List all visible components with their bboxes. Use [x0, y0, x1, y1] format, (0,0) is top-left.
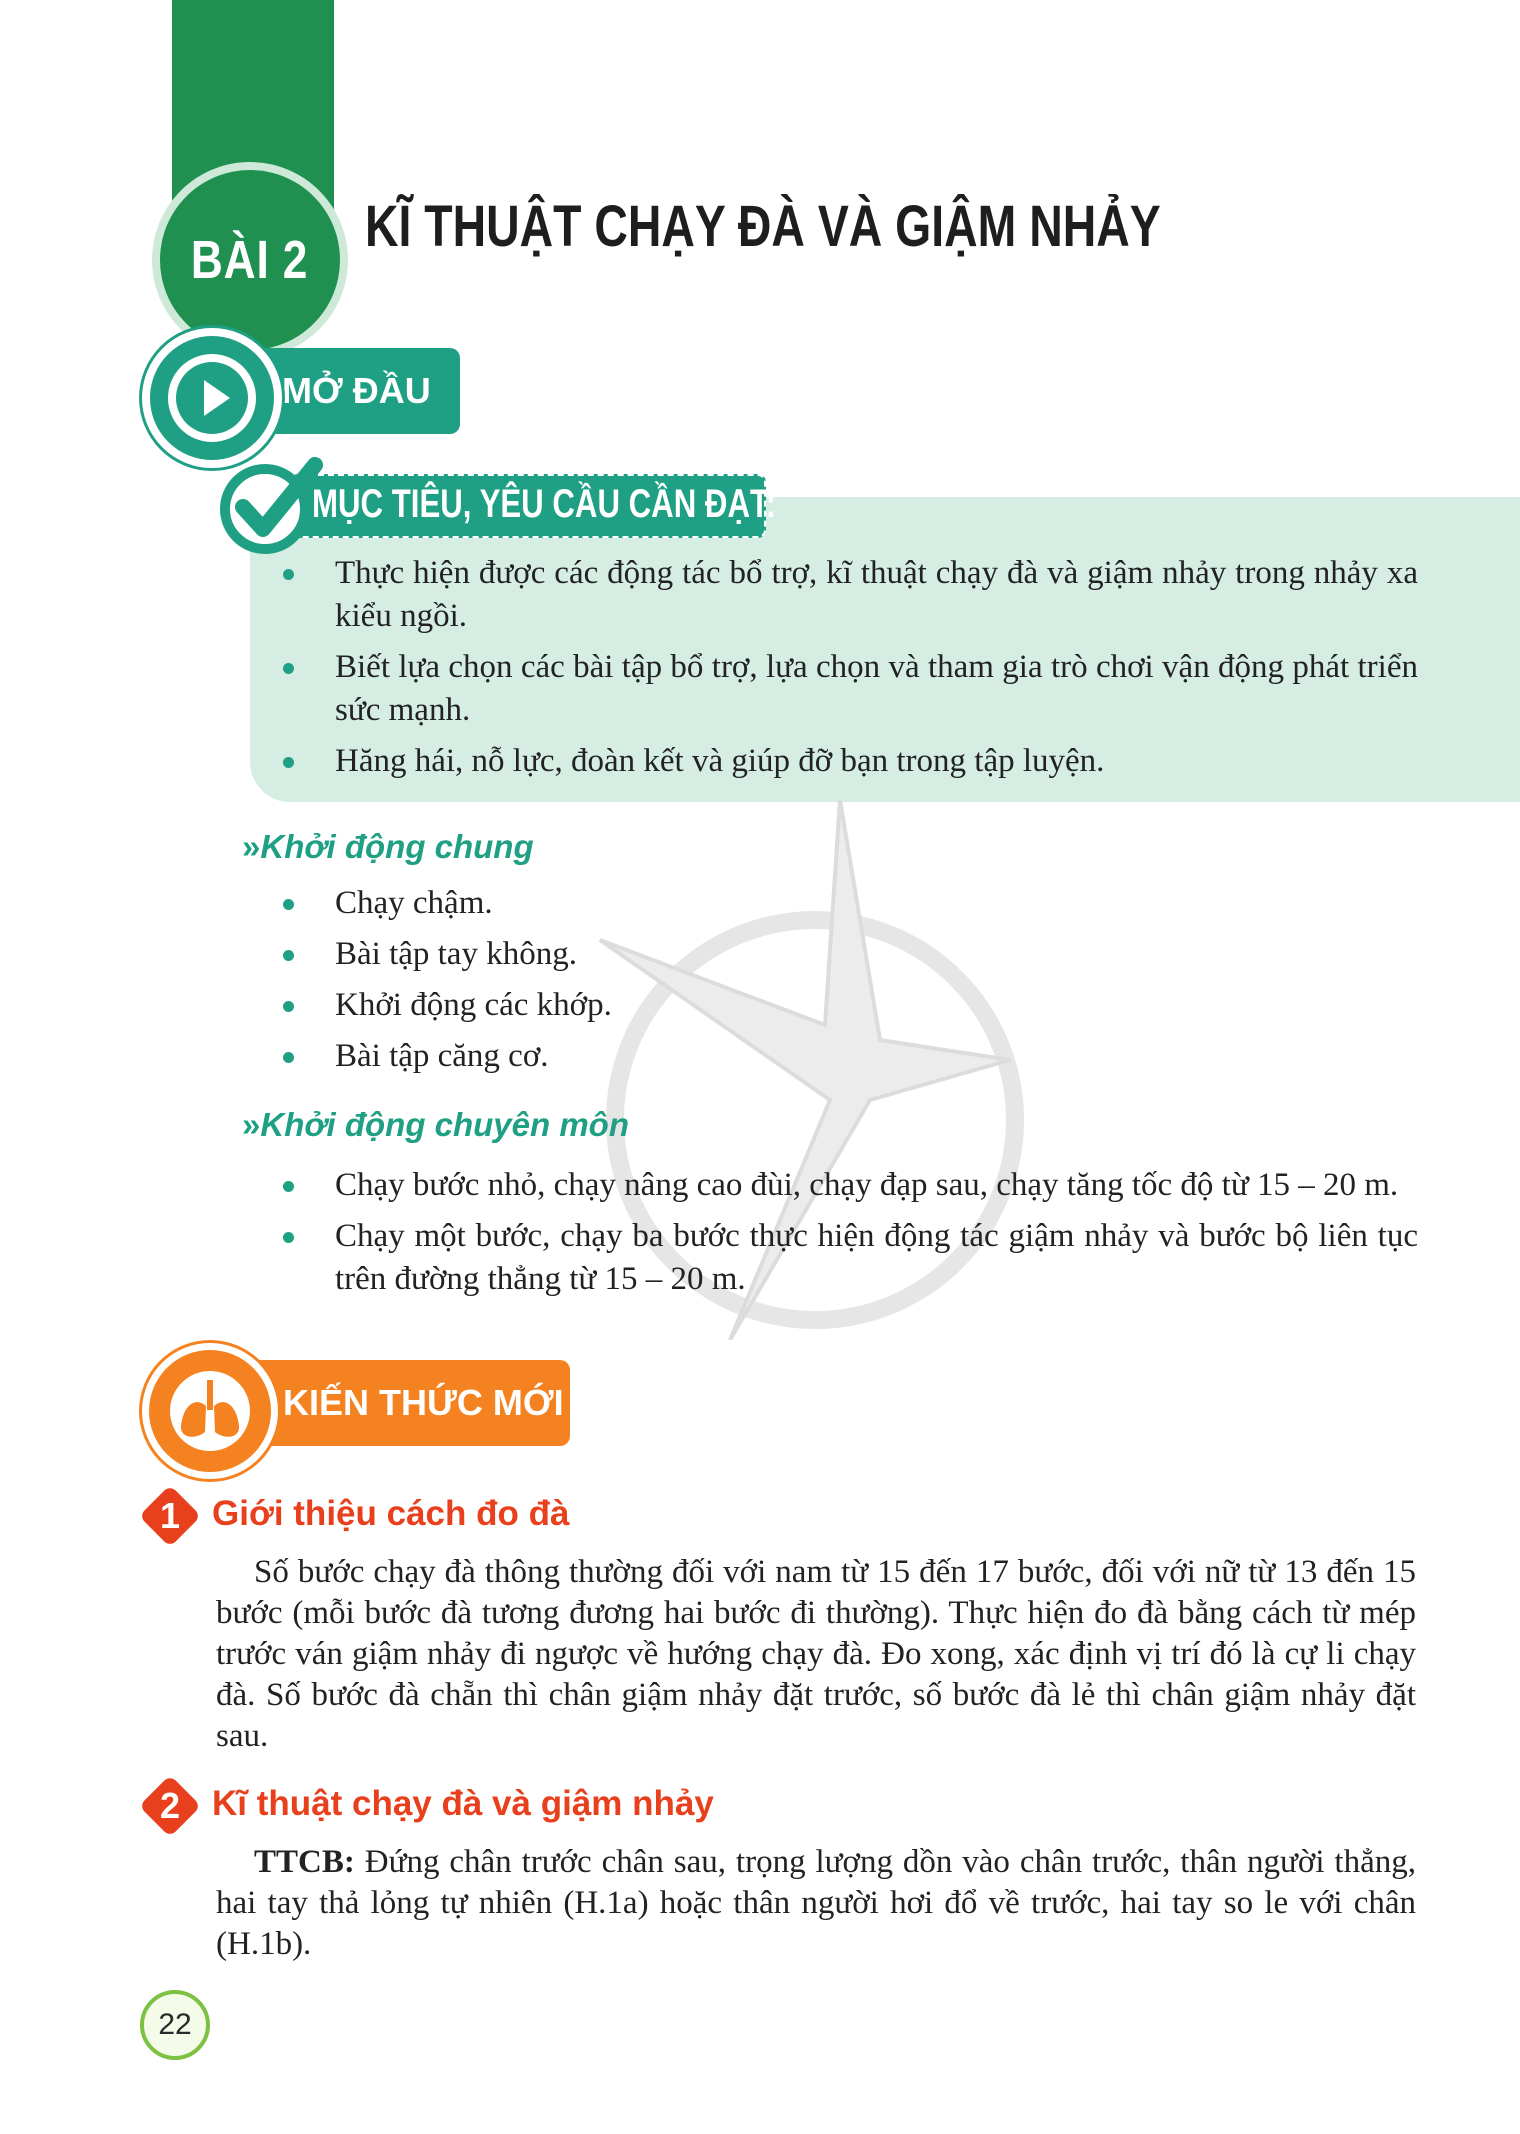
goal-item: Thực hiện được các động tác bổ trợ, kĩ thuật chạy đà và giậm nhảy trong nhảy xa kiểu ngồi.: [283, 552, 1418, 638]
lesson-number-badge: [160, 170, 340, 350]
warmup-general-heading: »Khởi động chung: [242, 828, 534, 865]
list-item: Bài tập căng cơ.: [283, 1035, 1418, 1078]
warmup-special-list: [283, 1164, 1418, 1309]
section-2-paragraph: [216, 1842, 1416, 1965]
double-chevron-icon: »: [242, 828, 261, 865]
lesson-title: KĨ THUẬT CHẠY ĐÀ VÀ GIẬM NHẢY: [365, 194, 1161, 259]
section-2-title: Kĩ thuật chạy đà và giậm nhảy: [212, 1784, 714, 1823]
section-2-lead: TTCB:: [254, 1844, 355, 1880]
intro-icon-circle: [142, 328, 282, 468]
section-1-title: Giới thiệu cách đo đà: [212, 1494, 570, 1533]
lesson-number: BÀI 2: [191, 230, 309, 290]
goal-item: Biết lựa chọn các bài tập bổ trợ, lựa chọn và tham gia trò chơi vận động phát triển sức mạnh.: [283, 646, 1418, 732]
intro-label: MỞ ĐẦU: [282, 370, 431, 411]
warmup-special-heading: »Khởi động chuyên môn: [242, 1106, 629, 1143]
goals-label: MỤC TIÊU, YÊU CẦU CẦN ĐẠT:: [312, 482, 776, 526]
section-1-paragraph: Số bước chạy đà thông thường đối với nam từ 15 đến 17 bước, đối với nữ từ 13 đến 15 bước (mỗi bước đà tương đương hai bước đi thường). Thực hiện đo đà bằng cách từ mép trước ván giậm nhảy đi ngược về hướng chạy đà. Đo xong, xác định vị trí đó là cự li chạy đà. Số bước đà chẵn thì chân giậm nhảy đặt trước, số bước đà lẻ thì chân giậm nhảy đặt sau.: [216, 1554, 1416, 1754]
play-icon: [168, 354, 256, 442]
double-chevron-icon: »: [242, 1106, 261, 1143]
list-item: Bài tập tay không.: [283, 933, 1418, 976]
warmup-general-list: [283, 882, 1418, 1086]
section-2-badge: 2: [144, 1780, 196, 1832]
lungs-icon: [165, 1366, 255, 1456]
list-item: Chạy bước nhỏ, chạy nâng cao đùi, chạy đạp sau, chạy tăng tốc độ từ 15 – 20 m.: [283, 1164, 1418, 1207]
page-number: 22: [140, 1990, 210, 2060]
section-2-text: Đứng chân trước chân sau, trọng lượng dồn vào chân trước, thân người thẳng, hai tay thả lỏng tự nhiên (H.1a) hoặc thân người hơi đổ về trước, hai tay so le với chân (H.1b).: [216, 1844, 1416, 1962]
new-knowledge-icon-circle: [142, 1343, 278, 1479]
section-1-badge: 1: [144, 1490, 196, 1542]
check-icon: [215, 455, 325, 555]
new-knowledge-label: KIẾN THỨC MỚI: [283, 1382, 564, 1423]
list-item: Chạy chậm.: [283, 882, 1418, 925]
goal-item: Hăng hái, nỗ lực, đoàn kết và giúp đỡ bạn trong tập luyện.: [283, 740, 1418, 783]
list-item: Khởi động các khớp.: [283, 984, 1418, 1027]
goals-list: [283, 552, 1418, 791]
list-item: Chạy một bước, chạy ba bước thực hiện động tác giậm nhảy và bước bộ liên tục trên đường thẳng từ 15 – 20 m.: [283, 1215, 1418, 1301]
